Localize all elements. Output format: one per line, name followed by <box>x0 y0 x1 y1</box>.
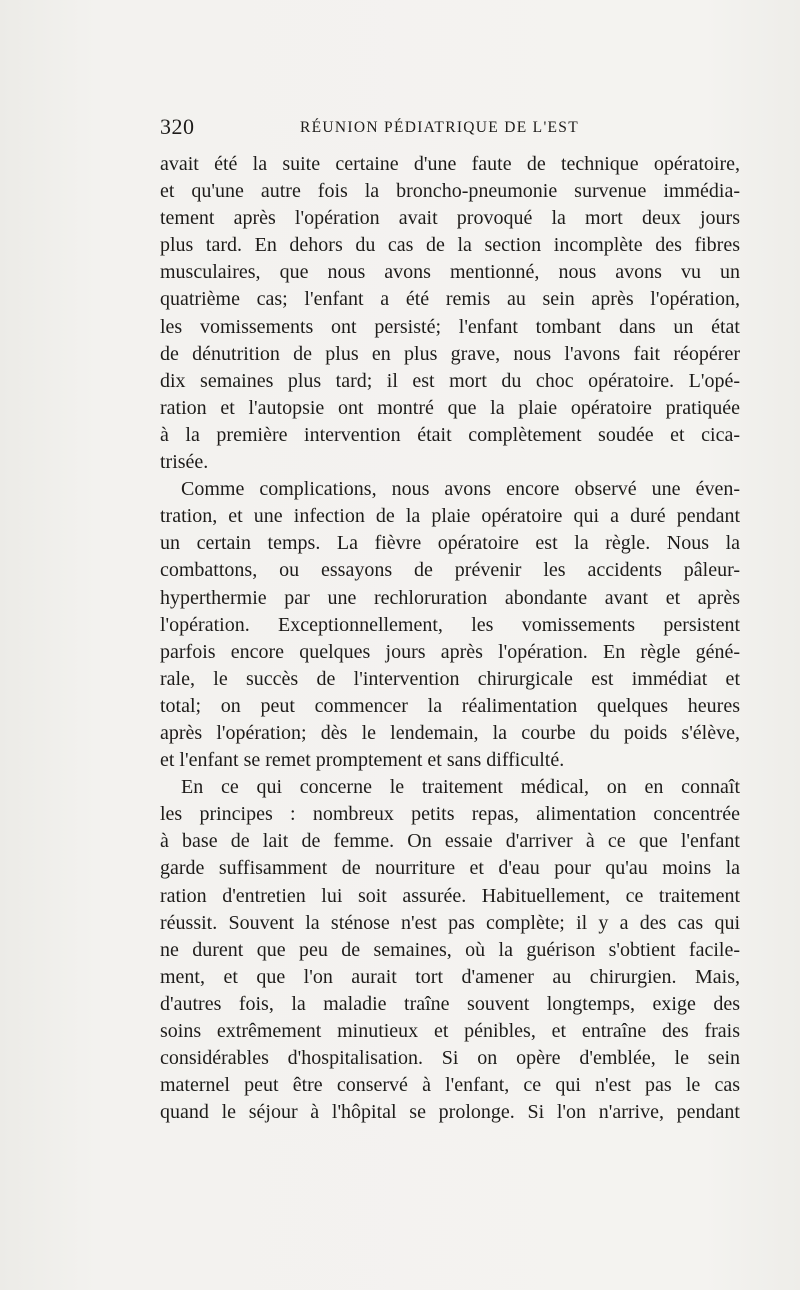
text-line: maternel peut être conservé à l'enfant, ce qui n'est pas le cas <box>160 1074 740 1097</box>
paragraph-end-line: trisée. <box>160 451 209 474</box>
text-line: soins extrêmement minutieux et pénibles, et entraîne des frais <box>160 1020 740 1042</box>
text-line: réussit. Souvent la sténose n'est pas complète; il y a des cas qui <box>160 911 740 934</box>
text-line: ration d'entretien lui soit assurée. Habituellement, ce traitement <box>160 884 740 907</box>
text-line: et qu'une autre fois la broncho-pneumonie survenue immédia- <box>160 180 740 203</box>
text-line: avait été la suite certaine d'une faute de technique opératoire, <box>160 153 740 175</box>
text-line: les vomissements ont persisté; l'enfant tombant dans un état <box>160 315 740 338</box>
text-line: à base de lait de femme. On essaie d'arriver à ce que l'enfant <box>160 830 740 853</box>
text-line: tement après l'opération avait provoqué la mort deux jours <box>160 207 740 230</box>
text-line: à la première intervention était complètement soudée et cica- <box>160 423 740 446</box>
text-line: rale, le succès de l'intervention chirurgicale est immédiat et <box>160 667 740 690</box>
text-line: de dénutrition de plus en plus grave, nous l'avons fait réopérer <box>160 342 740 365</box>
text-line: quand le séjour à l'hôpital se prolonge. Si l'on n'arrive, pendant <box>160 1101 740 1124</box>
paragraph-first-line: Comme complications, nous avons encore observé une éven- <box>181 478 740 501</box>
text-line: parfois encore quelques jours après l'opération. En règle géné- <box>160 640 740 663</box>
text-line: ration et l'autopsie ont montré que la plaie opératoire pratiquée <box>160 396 740 419</box>
text-line: ne durent que peu de semaines, où la guérison s'obtient facile- <box>160 938 740 961</box>
page-number: 320 <box>160 114 195 139</box>
text-line: ment, et que l'on aurait tort d'amener au chirurgien. Mais, <box>160 965 740 988</box>
body-text <box>160 151 740 1126</box>
paragraph-end-line: et l'enfant se remet promptement et sans difficulté. <box>160 749 565 772</box>
text-line: dix semaines plus tard; il est mort du choc opératoire. L'opé- <box>160 369 740 392</box>
text-line: d'autres fois, la maladie traîne souvent longtemps, exige des <box>160 992 740 1015</box>
text-line: les principes : nombreux petits repas, alimentation concentrée <box>160 803 740 826</box>
text-line: plus tard. En dehors du cas de la section incomplète des fibres <box>160 234 740 257</box>
text-line: musculaires, que nous avons mentionné, nous avons vu un <box>160 261 740 284</box>
running-head <box>160 114 740 144</box>
text-line: l'opération. Exceptionnellement, les vomissements persistent <box>160 613 740 636</box>
text-line: après l'opération; dès le lendemain, la courbe du poids s'élève, <box>160 721 740 744</box>
paragraph-first-line: En ce qui concerne le traitement médical, on en connaît <box>181 776 740 799</box>
text-line: total; on peut commencer la réalimentation quelques heures <box>160 694 740 717</box>
running-title: RÉUNION PÉDIATRIQUE DE L'EST <box>300 119 579 136</box>
text-line: quatrième cas; l'enfant a été remis au sein après l'opération, <box>160 288 740 311</box>
text-line: un certain temps. La fièvre opératoire est la règle. Nous la <box>160 532 740 555</box>
text-line: considérables d'hospitalisation. Si on opère d'emblée, le sein <box>160 1047 740 1070</box>
text-line: hyperthermie par une rechloruration abondante avant et après <box>160 586 740 609</box>
text-line: garde suffisamment de nourriture et d'eau pour qu'au moins la <box>160 857 740 880</box>
text-line: combattons, ou essayons de prévenir les accidents pâleur- <box>160 559 740 582</box>
text-line: tration, et une infection de la plaie opératoire qui a duré pendant <box>160 505 740 528</box>
